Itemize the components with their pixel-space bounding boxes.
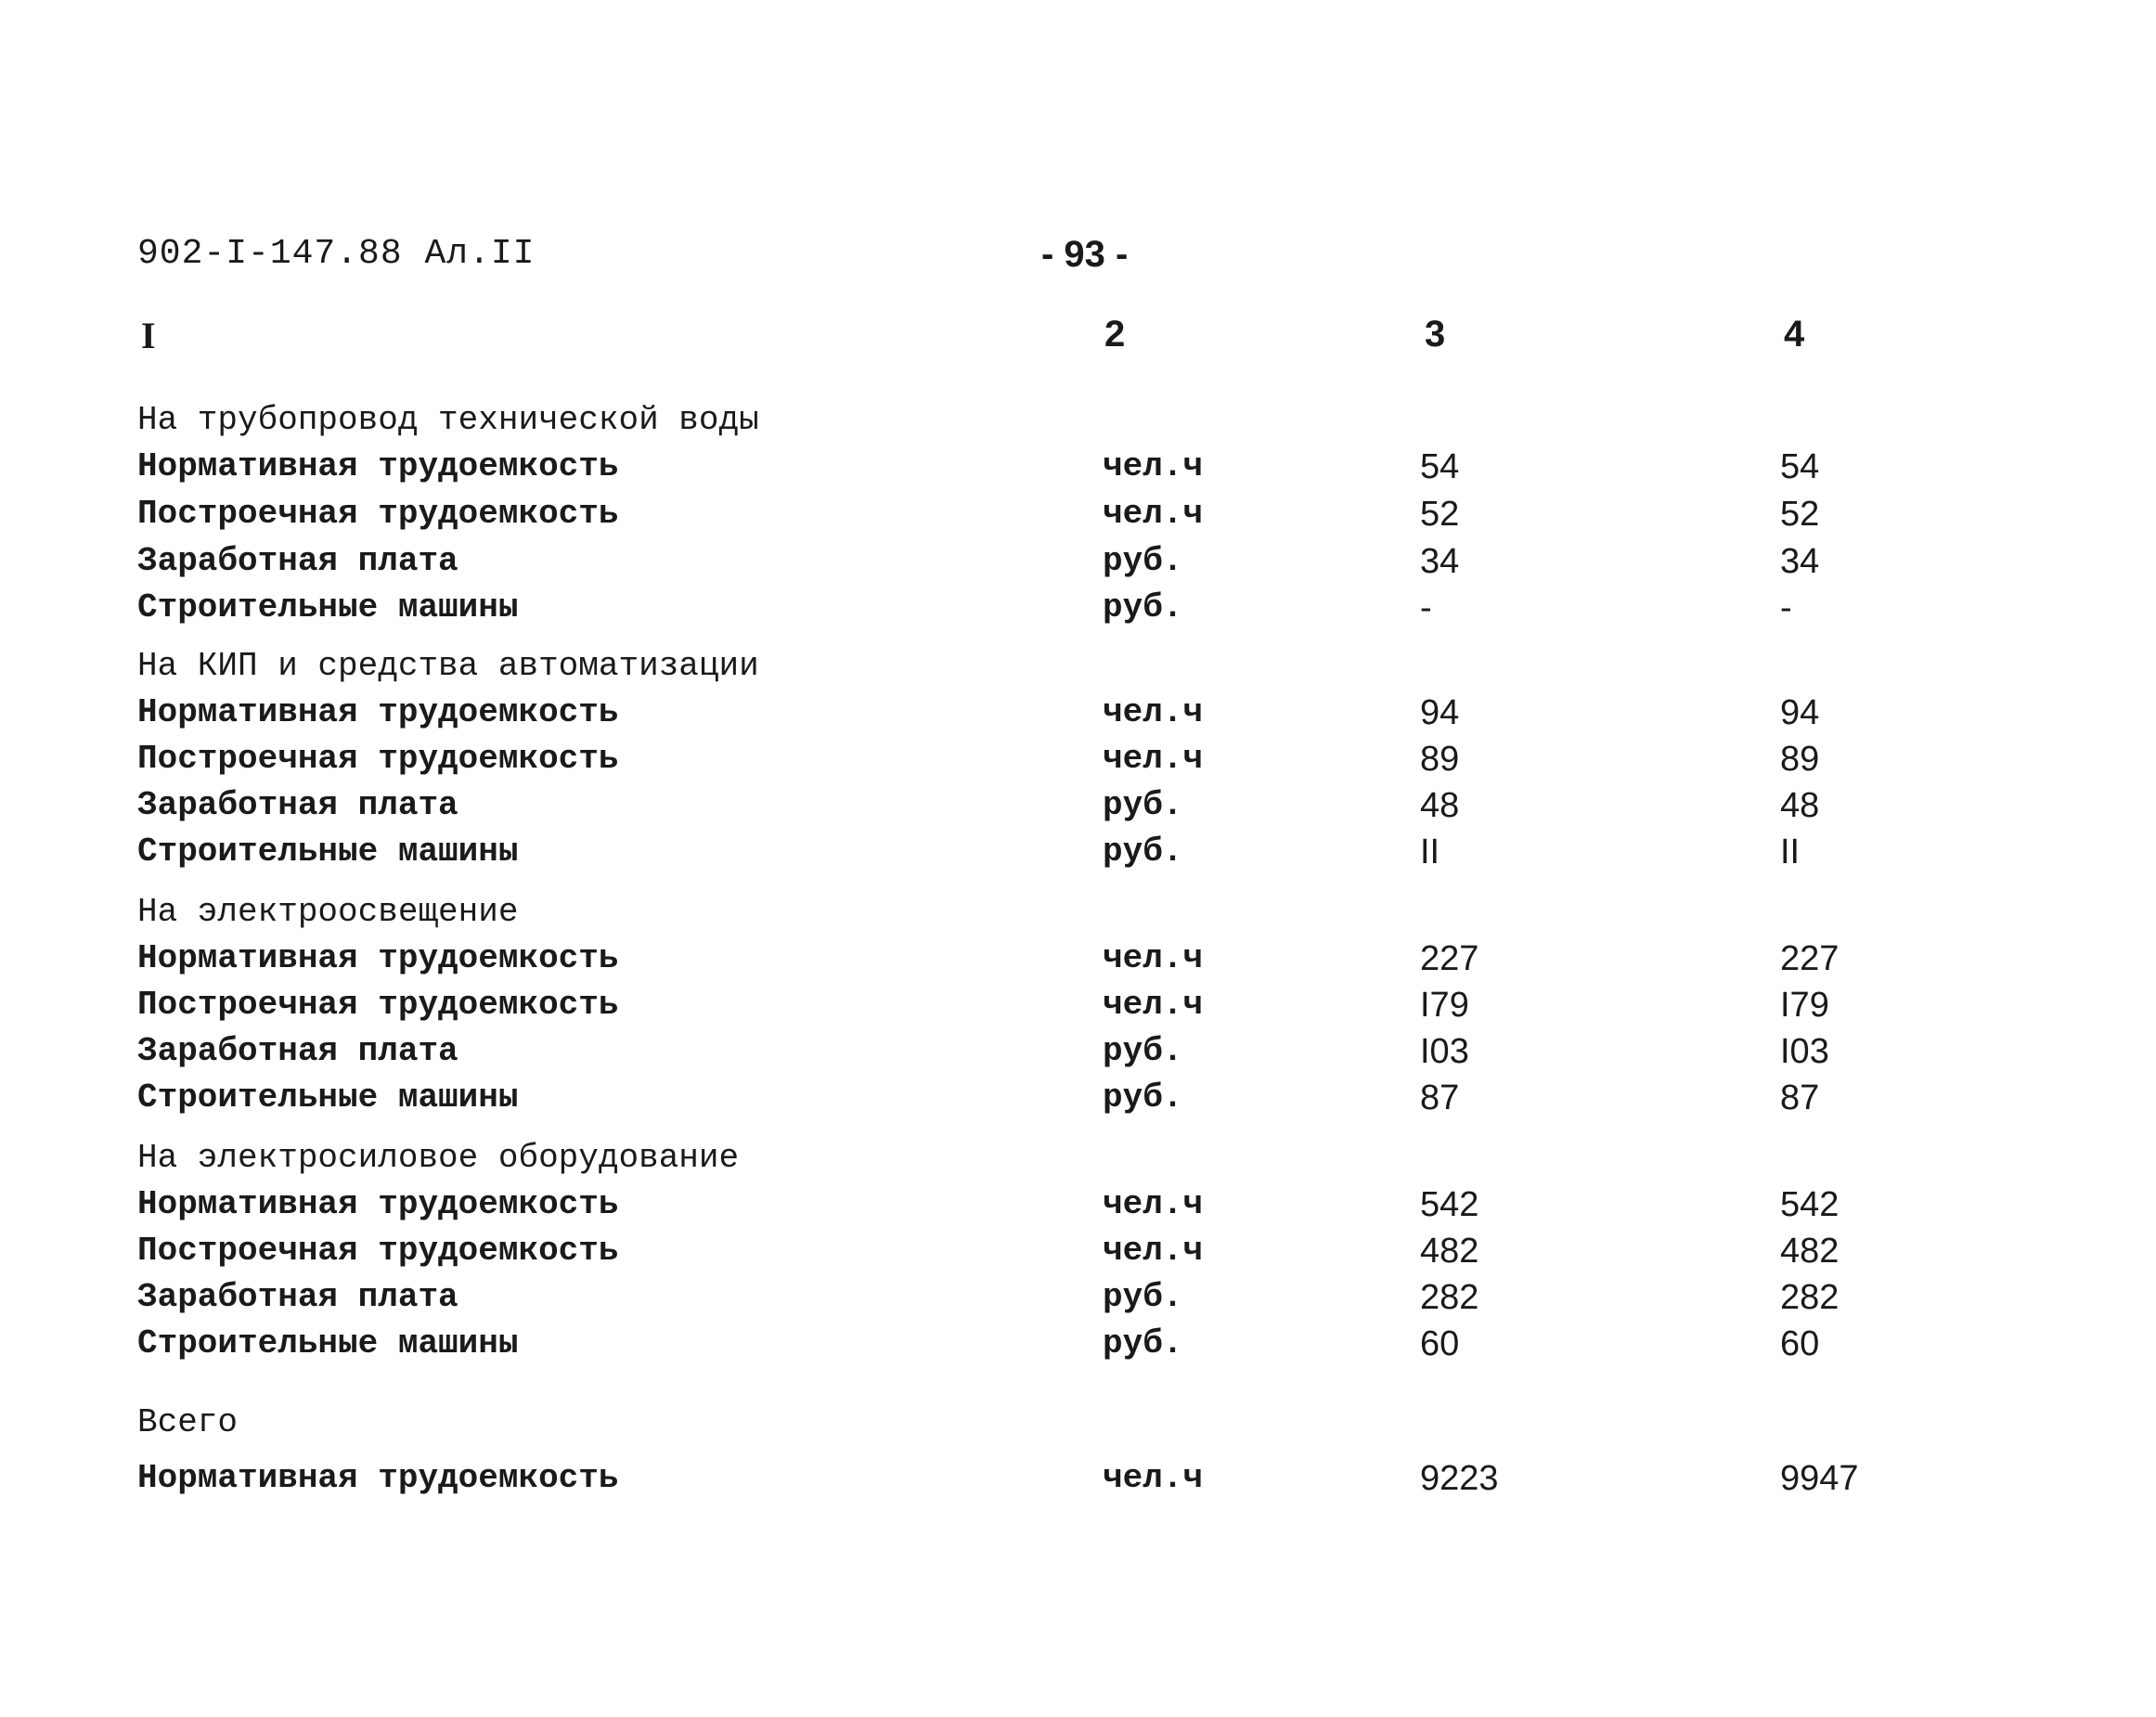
- row-value-col4: 282: [1780, 1278, 1840, 1317]
- row-unit: чел.ч: [1103, 1185, 1204, 1223]
- row-label: Всего: [137, 1403, 239, 1441]
- row-value-col3: 542: [1420, 1185, 1479, 1224]
- row-label: На электросиловое оборудование: [137, 1139, 740, 1177]
- table-row: [0, 1274, 2156, 1321]
- table-row: [0, 1321, 2156, 1367]
- document-code: 902-I-147.88 Ал.II: [137, 234, 536, 274]
- table-row: [0, 829, 2156, 875]
- row-unit: руб.: [1103, 786, 1183, 824]
- row-label: Нормативная трудоемкость: [137, 1185, 619, 1223]
- row-unit: руб.: [1103, 542, 1183, 580]
- row-value-col3: 52: [1420, 495, 1460, 534]
- row-value-col4: 87: [1780, 1078, 1820, 1117]
- row-value-col3: I79: [1420, 986, 1469, 1025]
- row-label: Строительные машины: [137, 833, 519, 871]
- row-unit: руб.: [1103, 1278, 1183, 1316]
- section-heading: [0, 643, 2156, 690]
- row-unit: чел.ч: [1103, 1232, 1204, 1270]
- row-value-col4: 52: [1780, 495, 1820, 534]
- table-row: [0, 1228, 2156, 1274]
- row-unit: чел.ч: [1103, 740, 1204, 778]
- row-value-col4: I79: [1780, 986, 1829, 1025]
- row-value-col4: 60: [1780, 1324, 1820, 1363]
- table-row: [0, 690, 2156, 736]
- row-label: На трубопровод технической воды: [137, 401, 759, 439]
- row-value-col3: -: [1420, 588, 1432, 627]
- table-row: [0, 936, 2156, 982]
- section-heading: [0, 1135, 2156, 1181]
- row-label: Строительные машины: [137, 588, 519, 626]
- table-row: [0, 1181, 2156, 1228]
- page-number: - 93 -: [1041, 234, 1129, 275]
- row-value-col3: 9223: [1420, 1459, 1499, 1498]
- row-label: Заработная плата: [137, 542, 458, 580]
- row-label: Нормативная трудоемкость: [137, 939, 619, 977]
- row-value-col4: II: [1780, 833, 1801, 871]
- row-value-col4: 89: [1780, 740, 1820, 779]
- row-unit: руб.: [1103, 1078, 1183, 1117]
- row-value-col3: 54: [1420, 447, 1460, 486]
- table-row: [0, 1455, 2156, 1502]
- row-value-col4: 227: [1780, 939, 1840, 978]
- row-label: Построечная трудоемкость: [137, 740, 619, 778]
- row-unit: чел.ч: [1103, 1459, 1204, 1497]
- row-value-col4: -: [1780, 588, 1792, 627]
- row-label: На электроосвещение: [137, 893, 519, 931]
- row-unit: чел.ч: [1103, 986, 1204, 1024]
- row-value-col3: I03: [1420, 1032, 1469, 1071]
- table-row: [0, 538, 2156, 585]
- row-value-col4: I03: [1780, 1032, 1829, 1071]
- row-label: Строительные машины: [137, 1324, 519, 1362]
- table-row: [0, 585, 2156, 631]
- row-value-col3: 94: [1420, 693, 1460, 732]
- row-label: Построечная трудоемкость: [137, 495, 619, 533]
- row-value-col4: 482: [1780, 1232, 1840, 1271]
- row-value-col4: 48: [1780, 786, 1820, 825]
- row-value-col4: 9947: [1780, 1459, 1859, 1498]
- row-unit: чел.ч: [1103, 495, 1204, 533]
- row-unit: руб.: [1103, 1032, 1183, 1070]
- column-header-3: 3: [1425, 314, 1446, 355]
- row-label: Нормативная трудоемкость: [137, 447, 619, 485]
- row-label: Строительные машины: [137, 1078, 519, 1117]
- row-unit: чел.ч: [1103, 447, 1204, 485]
- row-value-col3: 89: [1420, 740, 1460, 779]
- row-label: Нормативная трудоемкость: [137, 1459, 619, 1497]
- column-header-2: 2: [1104, 314, 1126, 355]
- row-value-col4: 94: [1780, 693, 1820, 732]
- row-value-col3: 227: [1420, 939, 1479, 978]
- row-label: Нормативная трудоемкость: [137, 693, 619, 731]
- section-heading: [0, 397, 2156, 444]
- row-unit: руб.: [1103, 588, 1183, 626]
- row-unit: чел.ч: [1103, 939, 1204, 977]
- column-header-1: I: [141, 315, 156, 356]
- row-value-col4: 54: [1780, 447, 1820, 486]
- table-row: [0, 982, 2156, 1028]
- row-label: Построечная трудоемкость: [137, 986, 619, 1024]
- section-heading: [0, 889, 2156, 936]
- row-value-col4: 34: [1780, 542, 1820, 581]
- section-heading: [0, 1400, 2156, 1446]
- row-value-col3: 60: [1420, 1324, 1460, 1363]
- row-value-col3: 482: [1420, 1232, 1479, 1271]
- row-unit: руб.: [1103, 833, 1183, 871]
- row-value-col3: 48: [1420, 786, 1460, 825]
- row-value-col3: 282: [1420, 1278, 1479, 1317]
- table-row: [0, 1075, 2156, 1121]
- table-row: [0, 491, 2156, 537]
- column-header-4: 4: [1784, 314, 1805, 355]
- row-label: Построечная трудоемкость: [137, 1232, 619, 1270]
- row-unit: руб.: [1103, 1324, 1183, 1362]
- table-row: [0, 736, 2156, 782]
- row-value-col3: II: [1420, 833, 1440, 871]
- row-label: На КИП и средства автоматизации: [137, 647, 759, 685]
- row-value-col3: 34: [1420, 542, 1460, 581]
- table-row: [0, 444, 2156, 490]
- table-row: [0, 782, 2156, 829]
- row-label: Заработная плата: [137, 786, 458, 824]
- row-value-col3: 87: [1420, 1078, 1460, 1117]
- row-label: Заработная плата: [137, 1278, 458, 1316]
- row-value-col4: 542: [1780, 1185, 1840, 1224]
- table-row: [0, 1028, 2156, 1075]
- row-label: Заработная плата: [137, 1032, 458, 1070]
- row-unit: чел.ч: [1103, 693, 1204, 731]
